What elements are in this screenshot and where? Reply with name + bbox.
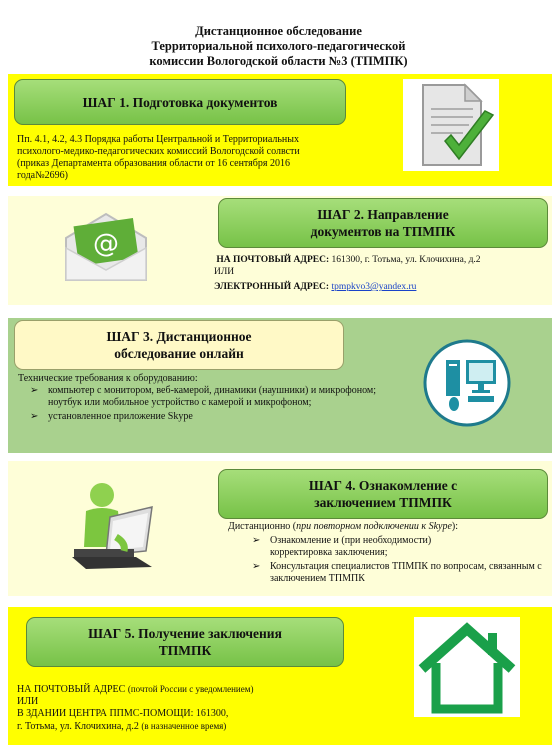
step2-heading-line: документов на ТПМПК [310, 224, 456, 239]
step2-heading-line: ШАГ 2. Направление [317, 207, 449, 222]
address: г. Тотьма, ул. Клочихина, д.2 [17, 721, 139, 732]
title-line: комиссии Вологодской области №3 (ТПМПК) [149, 54, 408, 68]
postal-note: (почтой России с уведомлением) [127, 684, 254, 694]
step1-panel [8, 74, 552, 186]
intro-suffix: ): [451, 521, 459, 532]
email-link[interactable]: tpmpkvo3@yandex.ru [331, 282, 417, 292]
step1-heading [14, 79, 346, 125]
or-text: ИЛИ [214, 267, 235, 277]
document-checkmark-icon [403, 79, 499, 171]
step1-text [17, 134, 333, 182]
step5-heading-line: ТПМПК [158, 643, 212, 658]
step3-heading-line: обследование онлайн [114, 346, 244, 361]
step4-intro [228, 521, 548, 533]
computer-icon [422, 338, 512, 428]
step4-heading-line: заключением ТПМПК [314, 495, 452, 510]
list-item-text: Консультация специалистов ТПМПК по вопросам, связанным с заключением ТПМПК [270, 561, 542, 584]
step4-text [228, 521, 548, 585]
step2-panel [8, 196, 552, 305]
step1-heading-text: ШАГ 1. Подготовка документов [82, 94, 278, 110]
title-line: Дистанционное обследование [195, 24, 362, 38]
step4-panel [8, 461, 552, 596]
email-envelope-icon [60, 208, 152, 286]
person-laptop-icon [66, 477, 164, 577]
svg-text:@: @ [93, 229, 119, 259]
postal-value: 161300, г. Тотьма, ул. Клочихина, д.2 [331, 255, 481, 265]
postal-label: НА ПОЧТОВЫЙ АДРЕС: [216, 255, 330, 265]
step3-heading [14, 320, 344, 370]
step2-text [214, 254, 550, 293]
requirements-title: Технические требования к оборудованию: [18, 373, 198, 384]
list-item [26, 385, 400, 409]
list-item-text: Ознакомление и (при необходимости) корректировка заключения; [270, 535, 432, 558]
step1-text-content: Пп. 4.1, 4.2, 4.3 Порядка работы Центральной и Территориальных психолого-медико-педагогических комиссий Вологодской солвсти (приказ Департамента образования области от 16 сентября 2016 года№2696) [17, 134, 300, 181]
postal-label: НА ПОЧТОВЫЙ АДРЕС [17, 684, 126, 695]
step3-heading-line: ШАГ 3. Дистанционное [106, 329, 252, 344]
step5-text [17, 683, 347, 733]
list-item [248, 561, 557, 585]
intro-prefix: Дистанционно ( [228, 521, 297, 532]
intro-italic: при повторном подключении к Skype [296, 521, 452, 532]
step4-heading [218, 469, 548, 519]
step3-text [18, 373, 398, 423]
address-note: (в назначенное время) [141, 721, 227, 731]
step4-heading-line: ШАГ 4. Ознакомление с [308, 478, 458, 493]
list-item-text: установленное приложение Skype [48, 411, 193, 422]
step5-panel [8, 607, 552, 745]
home-icon [414, 617, 520, 717]
building-label: В ЗДАНИИ ЦЕНТРА ППМС-ПОМОЩИ: [17, 708, 194, 719]
step2-heading [218, 198, 548, 248]
step3-panel [8, 318, 552, 453]
email-label: ЭЛЕКТРОННЫЙ АДРЕС: [214, 282, 330, 292]
bullet-icon: ➢ [30, 411, 39, 422]
step5-heading [26, 617, 344, 667]
bullet-icon: ➢ [252, 535, 261, 546]
list-item [26, 411, 398, 423]
bullet-icon: ➢ [30, 385, 39, 396]
or-text: ИЛИ [17, 696, 39, 707]
step5-heading-line: ШАГ 5. Получение заключения [88, 626, 282, 641]
list-item [248, 535, 476, 559]
list-item-text: компьютер с монитором, веб-камерой, динамики (наушники) и микрофоном; ноутбук или мобильное устройство с камерой и микрофоном; [48, 385, 376, 408]
building-value: 161300, [195, 708, 229, 719]
page-title [0, 24, 557, 69]
bullet-icon: ➢ [252, 561, 261, 572]
title-line: Территориальной психолого-педагогической [151, 39, 406, 53]
